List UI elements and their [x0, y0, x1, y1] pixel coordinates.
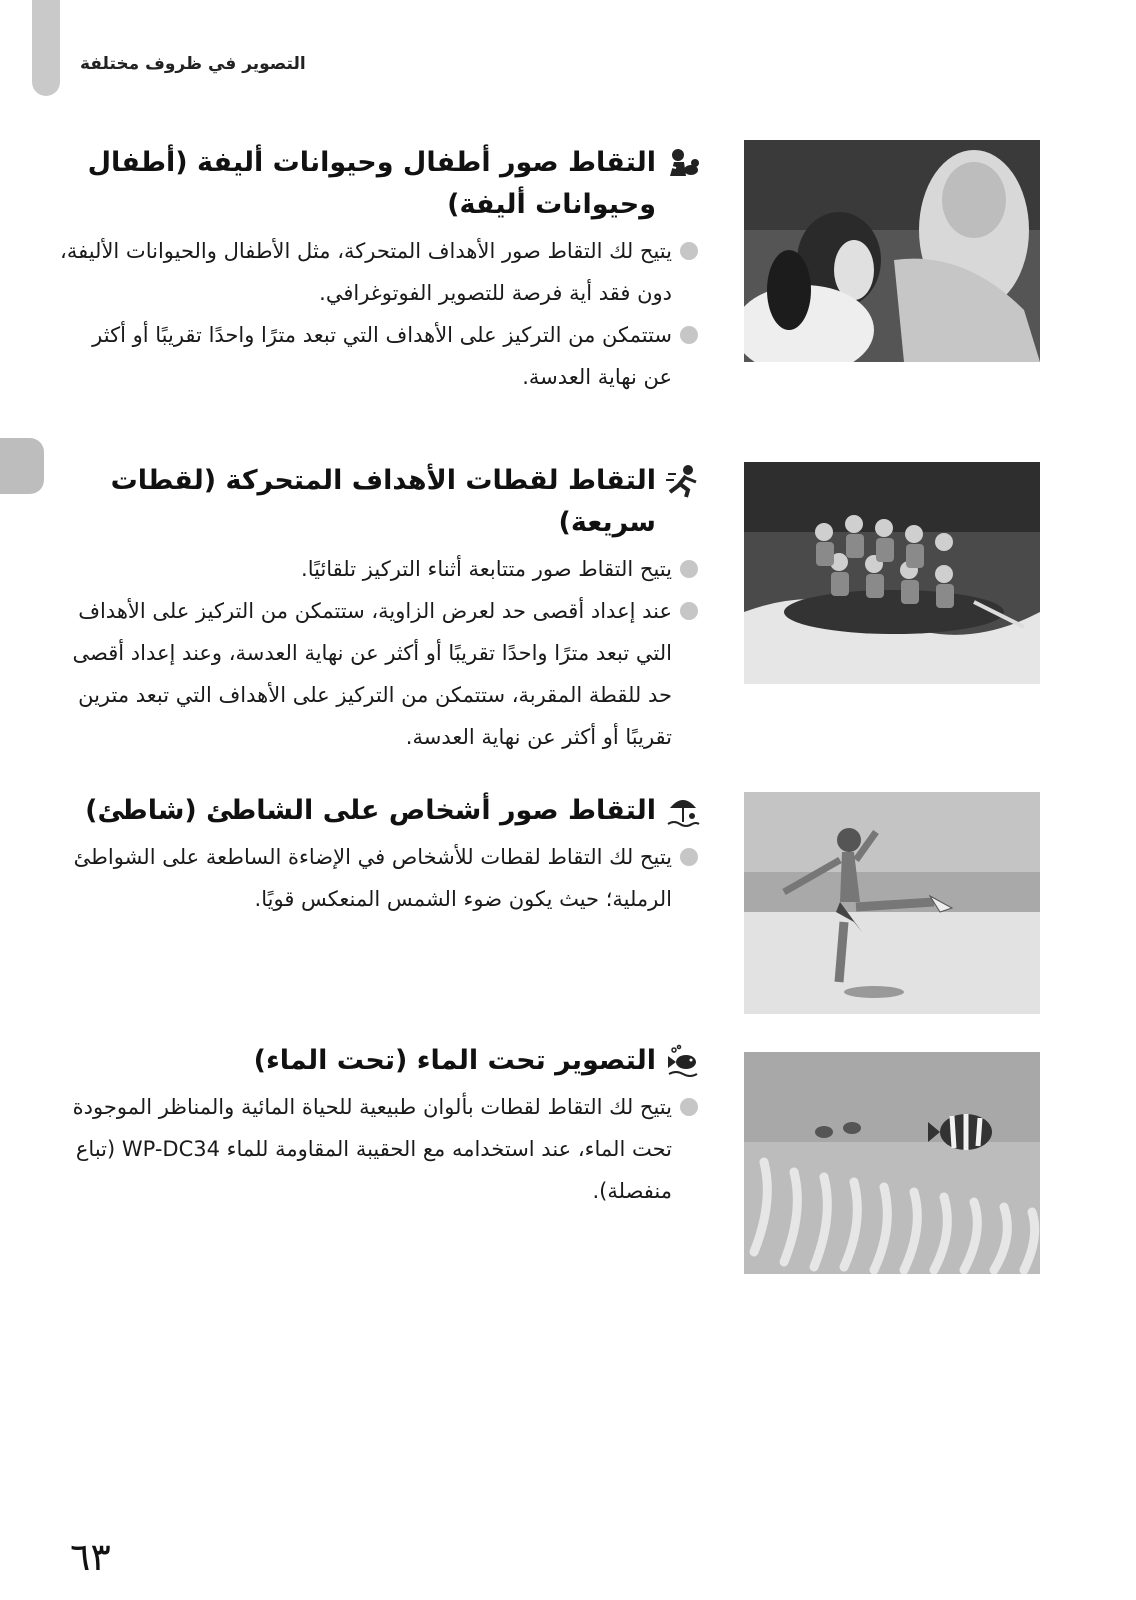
section-kids-and-pets — [60, 142, 700, 398]
list-item: يتيح لك التقاط لقطات بألوان طبيعية للحياة المائية والمناظر الموجودة تحت الماء، عند استخدامه مع الحقيبة المقاومة للماء WP-DC34 (تباع منفصلة). — [60, 1086, 700, 1212]
kids-and-pets-icon — [666, 146, 700, 180]
list-item: يتيح التقاط صور متتابعة أثناء التركيز تلقائيًا. — [60, 548, 700, 590]
list-item: يتيح لك التقاط صور الأهداف المتحركة، مثل الأطفال والحيوانات الأليفة، دون فقد أية فرصة للتصوير الفوتوغرافي. — [60, 230, 700, 314]
section-sports — [60, 460, 700, 758]
section-beach — [60, 790, 700, 920]
section-underwater — [60, 1040, 700, 1212]
bullet-dot — [680, 560, 698, 578]
clownfish-anemone-photo — [744, 1052, 1040, 1274]
bullet-dot — [680, 848, 698, 866]
underwater-fish-icon — [666, 1044, 700, 1078]
boy-on-beach-photo — [744, 792, 1040, 1014]
bullet-dot — [680, 242, 698, 260]
river-rafting-photo — [744, 462, 1040, 684]
bullet-dot — [680, 1098, 698, 1116]
beach-icon — [666, 794, 700, 828]
sports-icon — [666, 464, 700, 498]
section-title: التقاط لقطات الأهداف المتحركة (لقطات سريعة) — [110, 465, 656, 538]
bullet-dot — [680, 602, 698, 620]
section-title: التقاط صور أشخاص على الشاطئ (شاطئ) — [85, 795, 656, 826]
page-number: ٦٣ — [70, 1535, 111, 1579]
running-header: التصوير في ظروف مختلفة — [80, 54, 306, 74]
list-item: ستتمكن من التركيز على الأهداف التي تبعد مترًا واحدًا تقريبًا أو أكثر عن نهاية العدسة. — [60, 314, 700, 398]
section-title: التقاط صور أطفال وحيوانات أليفة (أطفال وحيوانات أليفة) — [87, 147, 656, 220]
section-title: التصوير تحت الماء (تحت الماء) — [253, 1045, 656, 1076]
bullet-dot — [680, 326, 698, 344]
top-thumb-tab — [32, 0, 60, 96]
girl-with-dog-photo — [744, 140, 1040, 362]
chapter-side-tab — [0, 438, 44, 494]
list-item: عند إعداد أقصى حد لعرض الزاوية، ستتمكن من التركيز على الأهداف التي تبعد مترًا واحدًا تقريبًا أو أكثر عن نهاية العدسة، وعند إعداد أقصى حد للقطة المقربة، ستتمكن من التركيز على الأهداف التي تبعد مترين تقريبًا أو أكثر عن نهاية العدسة. — [60, 590, 700, 758]
list-item: يتيح لك التقاط لقطات للأشخاص في الإضاءة الساطعة على الشواطئ الرملية؛ حيث يكون ضوء الشمس المنعكس قويًا. — [60, 836, 700, 920]
